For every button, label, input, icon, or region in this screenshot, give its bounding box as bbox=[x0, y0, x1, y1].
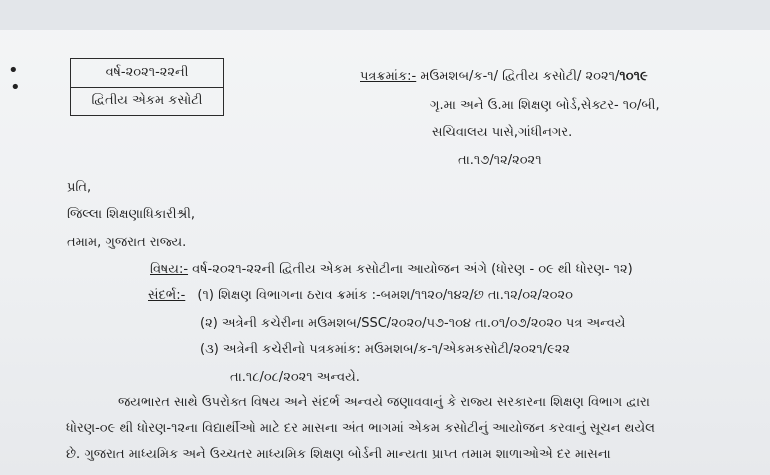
recipient-line-1: જિલ્લા શિક્ષણાધિકારીશ્રી, bbox=[67, 207, 196, 222]
box-year: વર્ષ-૨૦૨૧-૨૨ની bbox=[105, 65, 189, 80]
subject-text: વર્ષ-૨૦૨૧-૨૨ની દ્વિતીય એકમ કસોટીના આયોજન અંગે (ધોરણ - ૦૯ થી ધોરણ- ૧૨) bbox=[192, 262, 633, 277]
reference-line-1 bbox=[148, 288, 573, 303]
subject-line bbox=[150, 262, 633, 277]
box-divider bbox=[71, 87, 223, 88]
reference-label: પત્રક્રમાંક:- bbox=[360, 69, 417, 84]
recipient-prati: પ્રતિ, bbox=[67, 180, 92, 195]
reference-item: તા.૧૮/૦૮/૨૦૨૧ અન્વયે. bbox=[230, 370, 360, 385]
body-paragraph-line: જયભારત સાથે ઉપરોક્ત વિષય અને સંદર્ભ અન્વયે જણાવવાનું કે રાજ્ય સરકારના શિક્ષણ વિભાગ દ્વારા bbox=[118, 395, 650, 410]
letter-date: તા.૧૭/૧૨/૨૦૨૧ bbox=[458, 153, 542, 168]
office-address-2: સચિવાલય પાસે,ગાંધીનગર. bbox=[432, 125, 573, 140]
body-paragraph-line: છે. ગુજરાત માધ્યમિક અને ઉચ્ચતર માધ્યમિક શિક્ષણ બોર્ડની માન્યતા પ્રાપ્ત તમામ શાળાઓએ દર માસના bbox=[66, 447, 611, 462]
reference-text: મઉમશબ/ક-૧/ દ્વિતીય કસોટી/ ૨૦૨૧/ bbox=[420, 69, 620, 84]
box-exam: દ્વિતીય એકમ કસોટી bbox=[91, 93, 203, 108]
recipient-line-2: તમામ, ગુજરાત રાજ્ય. bbox=[67, 235, 187, 250]
scan-dot: • bbox=[10, 77, 21, 98]
header-box bbox=[70, 58, 224, 116]
scan-top-band bbox=[0, 0, 770, 30]
subject-label: વિષય:- bbox=[150, 262, 189, 277]
reference-number-line bbox=[360, 69, 648, 84]
reference-item: (૧) શિક્ષણ વિભાગના ઠરાવ ક્રમાંક :-બમશ/૧૧૨૦/૧૪૨/છ તા.૧૨/૦૨/૨૦૨૦ bbox=[197, 288, 573, 303]
reference-number: ૧૦૧૯ bbox=[619, 69, 648, 84]
scan-dot: • bbox=[8, 60, 19, 81]
office-address-1: ગૃ.મા અને ઉ.મા શિક્ષણ બોર્ડ,સેક્ટર- ૧૦/બી, bbox=[430, 98, 660, 113]
reference-section-label: સંદર્ભ:- bbox=[148, 288, 186, 303]
reference-item: (૩) અત્રેની કચેરીનો પત્રકમાંક: મઉમશબ/ક-૧/એકમકસોટી/૨૦૨૧/૯૨૨ bbox=[200, 342, 571, 357]
reference-item: (૨) અત્રેની કચેરીના મઉમશબ/SSC/૨૦૨૦/૫૭-૧૦૪ તા.૦૧/૦૭/૨૦૨૦ પત્ર અન્વયે bbox=[200, 316, 626, 331]
body-paragraph-line: ધોરણ-૦૯ થી ધોરણ-૧૨ના વિદ્યાર્થીઓ માટે દર માસના અંત ભાગમાં એકમ કસોટીનું આયોજન કરવાનું સૂચન થયેલ bbox=[66, 421, 655, 436]
